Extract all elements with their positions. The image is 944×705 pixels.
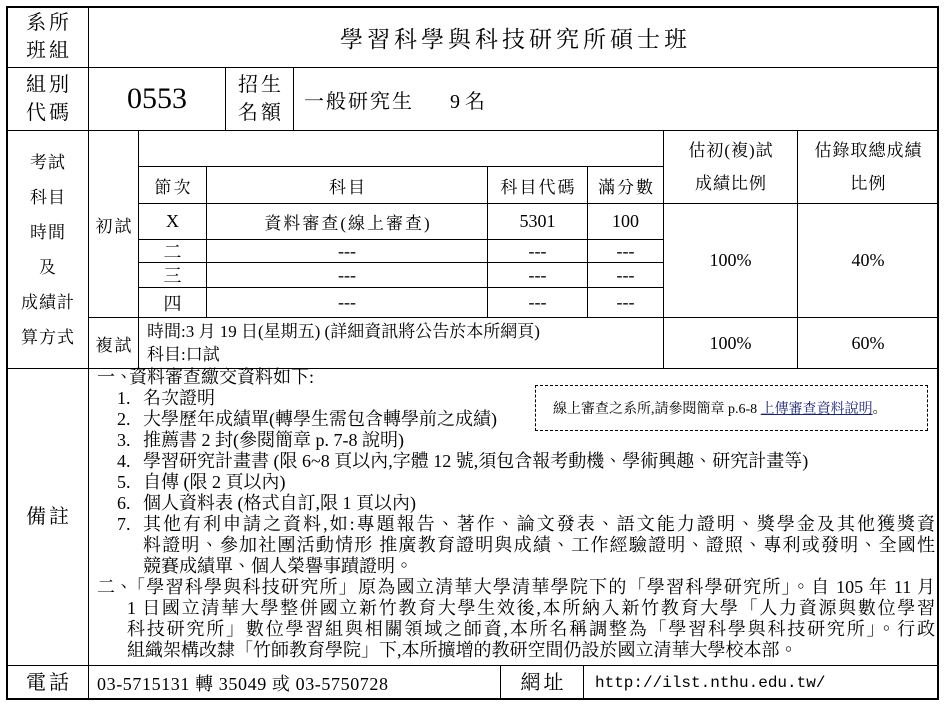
note-item-3-text: 推薦書 2 封(參閱簡章 p. 7-8 說明) bbox=[143, 430, 404, 450]
note-item-4-text: 學習研究計畫書 (限 6~8 頁以內,字體 12 號,須包含報考動機、學術興趣、研究計畫等) bbox=[143, 451, 809, 471]
dept-label-cell bbox=[6, 6, 89, 68]
note-item-5-text: 自傳 (限 2 頁以內) bbox=[143, 472, 286, 492]
quota-label-line-2: 名額 bbox=[238, 102, 284, 124]
row-4-session: 四 bbox=[163, 293, 182, 314]
table-row-4-full-score bbox=[587, 287, 664, 318]
note-item-6-num: 6. bbox=[117, 493, 131, 513]
table-row-2-code bbox=[487, 239, 588, 263]
col-code-label: 科目代碼 bbox=[500, 177, 577, 197]
dept-name-cell bbox=[88, 6, 939, 68]
first-ratio-value: 100% bbox=[709, 250, 752, 270]
row-2-subject: --- bbox=[338, 240, 356, 261]
group-code-cell bbox=[88, 67, 226, 131]
table-row-4-subject bbox=[206, 287, 488, 318]
code-label-line-2: 代碼 bbox=[26, 102, 72, 124]
row-1-full-score: 100 bbox=[612, 211, 639, 231]
dept-name: 學習科學與科技研究所碩士班 bbox=[340, 26, 691, 52]
exam-label-line-6: 算方式 bbox=[21, 327, 75, 347]
table-row-3-full-score bbox=[587, 262, 664, 288]
second-exam-time: 時間:3 月 19 日(星期五) (詳細資訊將公告於本所網頁) bbox=[147, 322, 540, 341]
phone-number: 03-5715131 轉 35049 或 03-5750728 bbox=[97, 673, 389, 694]
phone-label: 電話 bbox=[26, 671, 72, 694]
dept-label-line-1: 系所 bbox=[26, 12, 72, 34]
note-item-7-line-3: 競賽成績單、個人榮譽事蹟證明。 bbox=[143, 556, 413, 576]
first-ratio-header-line-2: 成績比例 bbox=[695, 174, 767, 193]
quota-cell bbox=[293, 67, 939, 131]
note-item-3-num: 3. bbox=[117, 430, 131, 450]
upload-instructions-link[interactable]: 上傳審查資料說明 bbox=[760, 402, 873, 417]
first-exam-label: 初試 bbox=[95, 216, 134, 236]
group-code: 0553 bbox=[127, 82, 187, 115]
second-total-ratio-value: 60% bbox=[851, 332, 885, 353]
second-exam-subject: 科目:口試 bbox=[147, 345, 220, 364]
table-row-1-full-score bbox=[587, 203, 664, 240]
notes-section-2-line-3: 科技研究所」數位學習組與相關領域之師資,本所名稱調整為「學習科學與科技研究所」。行政 bbox=[127, 619, 935, 639]
first-ratio-header bbox=[663, 130, 798, 204]
callout-text: 線上審查之系所,請參閱簡章 p.6-8 bbox=[553, 402, 761, 417]
exam-label-line-2: 科目 bbox=[30, 187, 66, 207]
note-item-7-num: 7. bbox=[117, 514, 131, 534]
table-row-2-session bbox=[138, 239, 207, 263]
table-row-4-code bbox=[487, 287, 588, 318]
code-label-line-1: 組別 bbox=[26, 74, 72, 96]
exam-label-line-5: 成績計 bbox=[21, 292, 75, 312]
table-row-1-session bbox=[138, 203, 207, 240]
second-exam-info-cell bbox=[138, 317, 664, 369]
row-2-full-score: --- bbox=[616, 240, 635, 261]
note-item-1-num: 1. bbox=[117, 388, 131, 408]
notes-section-1-marker: 一、 bbox=[97, 367, 133, 387]
notes-section-1-title: 資料審查繳交資料如下: bbox=[129, 367, 314, 387]
second-exam-label-cell bbox=[88, 317, 139, 369]
col-full-score-label: 滿分數 bbox=[598, 177, 655, 197]
note-item-2-num: 2. bbox=[117, 409, 131, 429]
col-session-label: 節次 bbox=[154, 177, 193, 197]
total-ratio-header-line-1: 估錄取總成績 bbox=[814, 141, 923, 160]
total-ratio-header-line-2: 比例 bbox=[850, 174, 887, 193]
web-label-cell bbox=[500, 665, 584, 700]
note-item-4-num: 4. bbox=[117, 451, 131, 471]
notes-section-2-line-4: 組織架構改隸「竹師教育學院」下,本所擴增的教研空間仍設於國立清華大學校本部。 bbox=[127, 640, 798, 660]
phone-cell bbox=[88, 665, 501, 700]
first-ratio-cell bbox=[663, 203, 798, 318]
row-2-session: 二 bbox=[163, 242, 182, 262]
row-1-session: X bbox=[166, 211, 179, 231]
quota-label-cell bbox=[225, 67, 294, 131]
second-exam-label: 複試 bbox=[95, 335, 134, 355]
first-ratio-header-line-1: 估初(複)試 bbox=[688, 141, 774, 160]
notes-section-2-line-1: 「學習科學與科技研究所」原為國立清華大學清華學院下的「學習科學研究所」。自 105 年 11 月 bbox=[127, 577, 935, 597]
table-row-2-full-score bbox=[587, 239, 664, 263]
table-row-3-code bbox=[487, 262, 588, 288]
web-label: 網址 bbox=[520, 671, 567, 694]
col-header-full-score bbox=[587, 166, 664, 204]
row-3-subject: --- bbox=[338, 264, 356, 285]
note-item-6-text: 個人資料表 (格式自訂,限 1 頁以內) bbox=[143, 493, 416, 513]
exam-label-line-3: 時間 bbox=[30, 222, 66, 242]
notes-label: 備註 bbox=[26, 506, 72, 528]
second-ratio-cell bbox=[663, 317, 798, 369]
exam-table-top-blank bbox=[138, 130, 664, 167]
web-cell bbox=[583, 665, 939, 700]
exam-label-line-4: 及 bbox=[39, 257, 57, 277]
first-total-ratio-cell bbox=[797, 203, 939, 318]
dept-label-line-2: 班組 bbox=[26, 40, 72, 62]
row-1-code: 5301 bbox=[519, 211, 556, 231]
quota-category: 一般研究生 bbox=[304, 90, 414, 113]
exam-label-line-1: 考試 bbox=[30, 152, 66, 172]
second-total-ratio-cell bbox=[797, 317, 939, 369]
row-1-subject: 資料審查(線上審查) bbox=[264, 214, 432, 233]
row-4-full-score: --- bbox=[616, 292, 635, 312]
note-item-7-line-1: 其他有利申請之資料,如:專題報告、著作、論文發表、語文能力證明、獎學金及其他獲獎資 bbox=[143, 514, 935, 534]
table-row-4-session bbox=[138, 287, 207, 318]
second-ratio-value: 100% bbox=[709, 332, 752, 353]
note-item-2-text: 大學歷年成績單(轉學生需包含轉學前之成績) bbox=[143, 409, 497, 429]
notes-body bbox=[88, 368, 939, 666]
note-item-1-text: 名次證明 bbox=[143, 388, 215, 408]
first-total-ratio-value: 40% bbox=[851, 250, 885, 270]
row-3-session: 三 bbox=[163, 266, 182, 286]
notes-label-cell bbox=[6, 368, 89, 666]
website-url: http://ilst.nthu.edu.tw/ bbox=[595, 673, 826, 692]
table-row-2-subject bbox=[206, 239, 488, 263]
notes-section-2-line-2: 1 日國立清華大學整併國立新竹教育大學生效後,本所納入新竹教育大學「人力資源與數位學習 bbox=[127, 598, 935, 618]
col-header-subject bbox=[206, 166, 488, 204]
row-3-code: --- bbox=[528, 264, 547, 285]
row-4-code: --- bbox=[528, 292, 547, 312]
total-ratio-header bbox=[797, 130, 939, 204]
row-3-full-score: --- bbox=[616, 264, 635, 285]
col-header-code bbox=[487, 166, 588, 204]
code-label-cell bbox=[6, 67, 89, 131]
table-row-1-subject bbox=[206, 203, 488, 240]
phone-label-cell bbox=[6, 665, 89, 700]
exam-section-label-cell bbox=[6, 130, 89, 369]
table-row-3-session bbox=[138, 262, 207, 288]
table-row-3-subject bbox=[206, 262, 488, 288]
col-subject-label: 科目 bbox=[329, 177, 367, 197]
note-item-7-line-2: 料證明、參加社團活動情形 推廣教育證明與成績、工作經驗證明、證照、專利或發明、全國性 bbox=[143, 535, 935, 555]
note-item-5-num: 5. bbox=[117, 472, 131, 492]
notes-section-2-marker: 二、 bbox=[97, 577, 133, 597]
quota-count: 9 名 bbox=[450, 90, 485, 113]
row-2-code: --- bbox=[528, 240, 547, 261]
col-header-session bbox=[138, 166, 207, 204]
quota-label-line-1: 招生 bbox=[238, 74, 284, 96]
online-review-callout bbox=[535, 385, 928, 431]
row-4-subject: --- bbox=[338, 292, 356, 312]
table-row-1-code bbox=[487, 203, 588, 240]
first-exam-label-cell bbox=[88, 130, 139, 318]
callout-text-end: 。 bbox=[872, 402, 887, 417]
